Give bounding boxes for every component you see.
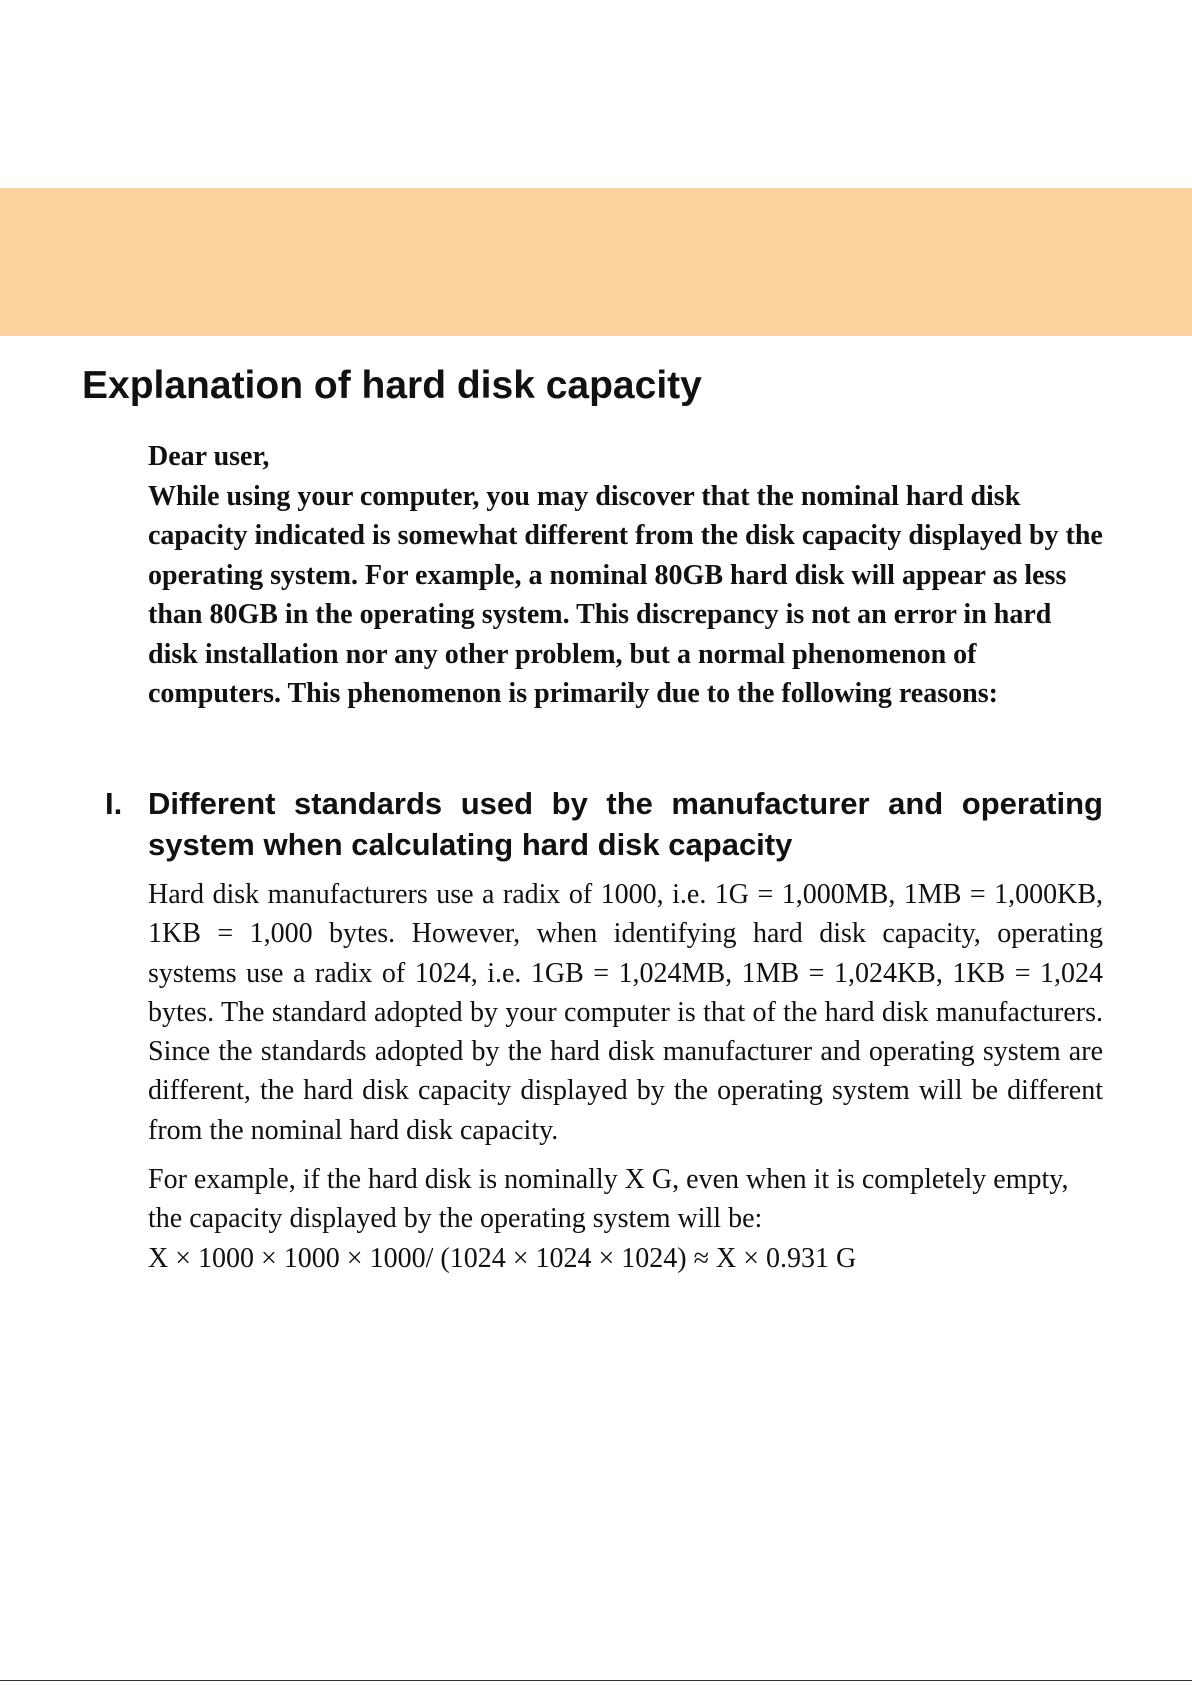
section-body bbox=[148, 875, 1103, 1278]
section-heading bbox=[105, 783, 1103, 865]
footer-rule bbox=[0, 1680, 1192, 1681]
intro-paragraph: While using your computer, you may discover that the nominal hard disk capacity indicated is somewhat different from the disk capacity displayed by the operating system. For example, a nominal 80GB hard disk will appear as less than 80GB in the operating system. This discrepancy is not an error in hard disk installation nor any other problem, but a normal phenomenon of computers. This phenomenon is primarily due to the following reasons: bbox=[148, 480, 1103, 709]
body-paragraph-radix: Hard disk manufacturers use a radix of 1000, i.e. 1G = 1,000MB, 1MB = 1,000KB, 1KB = 1,000 bytes. However, when identifying hard disk capacity, operating systems use a radix of 1024, i.e. 1GB = 1,024MB, 1MB = 1,024KB, 1KB = 1,024 bytes. The standard adopted by your computer is that of the hard disk manufacturers. Since the standards adopted by the hard disk manufacturer and operating system are different, the hard disk capacity displayed by the operating system will be different from the nominal hard disk capacity. bbox=[148, 879, 1103, 1146]
greeting: Dear user, bbox=[148, 441, 270, 472]
formula: X × 1000 × 1000 × 1000/ (1024 × 1024 × 1024) ≈ X × 0.931 G bbox=[148, 1242, 857, 1274]
intro-block bbox=[148, 437, 1108, 714]
header-banner bbox=[0, 188, 1192, 336]
section-number: I. bbox=[105, 786, 123, 821]
page-title: Explanation of hard disk capacity bbox=[82, 364, 702, 407]
section-heading-text: Different standards used by the manufacturer and operating system when calculating hard disk capacity bbox=[148, 786, 1103, 862]
body-paragraph-example: For example, if the hard disk is nominally X G, even when it is completely empty, the capacity displayed by the operating system will be: bbox=[148, 1164, 1069, 1235]
